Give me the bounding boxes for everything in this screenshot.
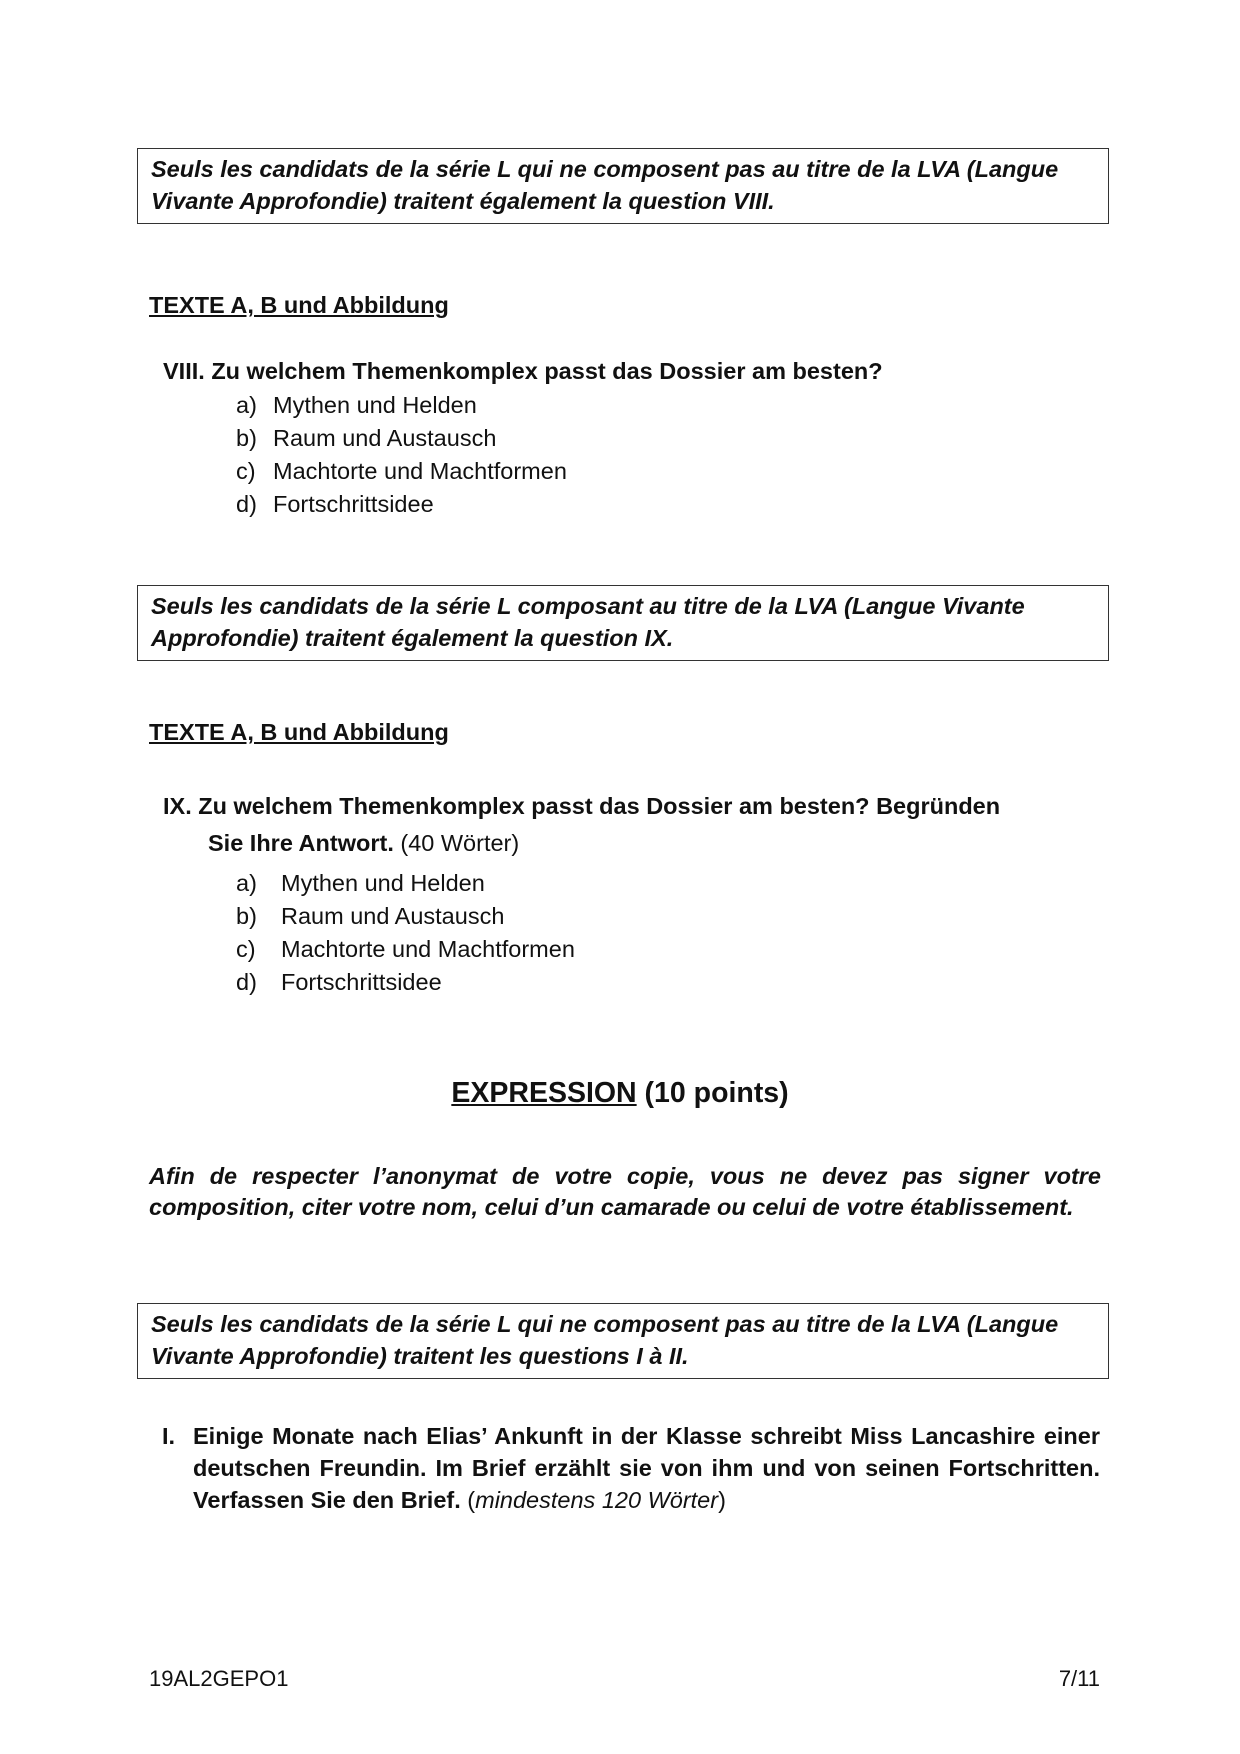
notice-text-expression: Seuls les candidats de la série L qui ne composent pas au titre de la LVA (Langue Vivante Approfondie) traitent les questions I à II.	[151, 1311, 1059, 1369]
notice-box-expression	[137, 1303, 1109, 1379]
footer-page-number: 7/11	[1058, 1666, 1100, 1691]
section-heading-2: TEXTE A, B und Abbildung	[149, 719, 449, 745]
expression-title-label: EXPRESSION	[451, 1077, 637, 1109]
notice-box-ix	[137, 585, 1109, 661]
notice-box-viii	[137, 148, 1109, 224]
expression-points: (10 points)	[636, 1077, 789, 1109]
section-heading-1: TEXTE A, B und Abbildung	[149, 292, 449, 318]
question-i-wordcount: mindestens 120 Wörter	[475, 1487, 719, 1513]
option-ix-d: d) Fortschrittsidee	[236, 969, 442, 995]
option-ix-a: a) Mythen und Helden	[236, 870, 485, 896]
question-ix-line2	[208, 830, 519, 857]
option-viii-d: d) Fortschrittsidee	[236, 491, 434, 517]
anonymity-instructions: Afin de respecter l’anonymat de votre copie, vous ne devez pas signer votre composition, citer votre nom, celui d’un camarade ou celui de votre établissement.	[149, 1163, 1101, 1220]
question-viii-text: VIII. Zu welchem Themenkomplex passt das Dossier am besten?	[163, 358, 883, 384]
option-ix-c: c) Machtorte und Machtformen	[236, 936, 575, 962]
question-ix-wordcount: (40 Wörter)	[393, 830, 520, 856]
option-ix-b: b) Raum und Austausch	[236, 903, 505, 929]
footer-code: 19AL2GEPO1	[149, 1666, 289, 1691]
question-ix-line1: IX. Zu welchem Themenkomplex passt das Dossier am besten? Begründen	[163, 793, 1001, 819]
question-ix-options	[236, 867, 575, 999]
question-i-body: Einige Monate nach Elias’ Ankunft in der Klasse schreibt Miss Lancashire einer deutschen Freundin. Im Brief erzählt sie von ihm und von seinen Fortschritten. Verfassen Sie den Brief. (mindestens 120 Wörter)	[193, 1423, 1100, 1513]
question-i-text: Einige Monate nach Elias’ Ankunft in der Klasse schreibt Miss Lancashire einer deutschen Freundin. Im Brief erzählt sie von ihm und von seinen Fortschritten. Verfassen Sie den Brief.	[193, 1423, 1100, 1513]
question-ix-line2-bold: Sie Ihre Antwort.	[208, 830, 394, 856]
expression-title	[0, 1077, 1240, 1110]
option-viii-c: c) Machtorte und Machtformen	[236, 458, 567, 484]
question-i-number: I.	[162, 1423, 176, 1449]
option-viii-a: a) Mythen und Helden	[236, 392, 477, 418]
question-i	[162, 1420, 1100, 1516]
option-viii-b: b) Raum und Austausch	[236, 425, 497, 451]
question-viii-options	[236, 389, 567, 521]
notice-text-ix: Seuls les candidats de la série L composant au titre de la LVA (Langue Vivante Approfondie) traitent également la question IX.	[151, 593, 1025, 651]
notice-text-viii: Seuls les candidats de la série L qui ne composent pas au titre de la LVA (Langue Vivante Approfondie) traitent également la question VIII.	[151, 156, 1059, 214]
